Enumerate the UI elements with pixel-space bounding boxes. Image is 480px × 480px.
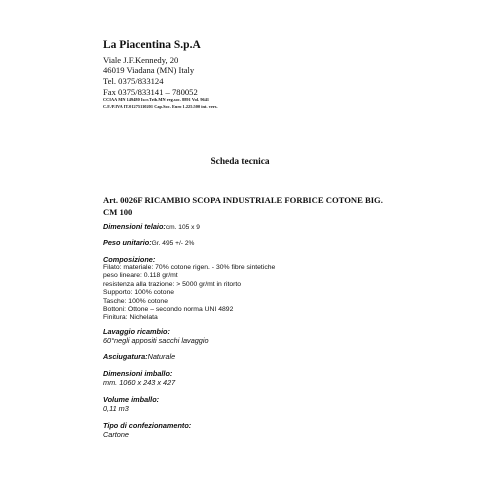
spec-package-volume [103,395,159,413]
address-city: 46019 Viadana (MN) Italy [103,65,195,76]
spec-frame-dimensions [103,222,200,232]
composition-line: Tasche: 100% cotone [103,297,168,305]
spec-package-dimensions [103,369,175,387]
spec-label: Asciugatura: [103,352,148,361]
spec-label: Volume imballo: [103,395,160,404]
fax-number: Fax 0375/833141 – 780052 [103,86,198,97]
composition-line: Bottoni: Ottone – secondo norma UNI 4892 [103,306,234,314]
tax-info: C.F./P.IVA IT.01275110201 Cap.Soc. Euro 1.225.500 int. vers. [103,103,218,109]
spec-value: Gr. 495 +/- 2% [151,240,195,247]
spec-label: Peso unitario: [103,238,152,247]
article-line-1: Art. 0026F RICAMBIO SCOPA INDUSTRIALE FORBICE COTONE BIG. [103,195,383,205]
registry-info: CCIAA MN 149480 Iscr.Trib.MN reg.soc. 8891 Vol. 9641 [103,97,210,103]
spec-value: Naturale [147,352,176,361]
spec-label: Dimensioni imballo: [103,369,173,378]
composition-line: peso lineare: 0.118 gr/mt [103,272,178,280]
spec-unit-weight [103,238,194,248]
spec-label: Lavaggio ricambio: [103,327,170,336]
spec-value: 0,11 m3 [103,404,129,413]
spec-value: 60°negli appositi sacchi lavaggio [103,336,209,345]
spec-drying [103,352,175,361]
spec-value: Cartone [103,430,129,439]
spec-packaging-type [103,421,191,439]
company-header [103,40,218,110]
composition-line: Supporto: 100% cotone [103,289,175,297]
composition-line: resistenza alla trazione: > 5000 gr/mt in ritorto [103,280,242,288]
document-title: Scheda tecnica [210,157,270,167]
phone-number: Tel. 0375/833124 [103,75,164,86]
composition-line: Filato: materiale: 70% cotone rigen. - 30% fibre sintetiche [103,264,276,271]
composition-line: Finitura: Nichelata [103,314,158,322]
address-street: Viale J.F.Kennedy, 20 [103,54,179,65]
company-name: La Piacentina S.p.A [103,39,201,51]
spec-washing [103,327,209,345]
article-heading [103,195,403,218]
spec-value: cm. 105 x 9 [165,224,200,231]
spec-label: Dimensioni telaio: [103,222,166,231]
spec-label: Tipo di confezionamento: [103,421,192,430]
article-line-2: CM 100 [103,206,133,217]
spec-label: Composizione: [103,255,156,264]
spec-composition [103,255,275,323]
spec-value: mm. 1060 x 243 x 427 [103,378,176,387]
